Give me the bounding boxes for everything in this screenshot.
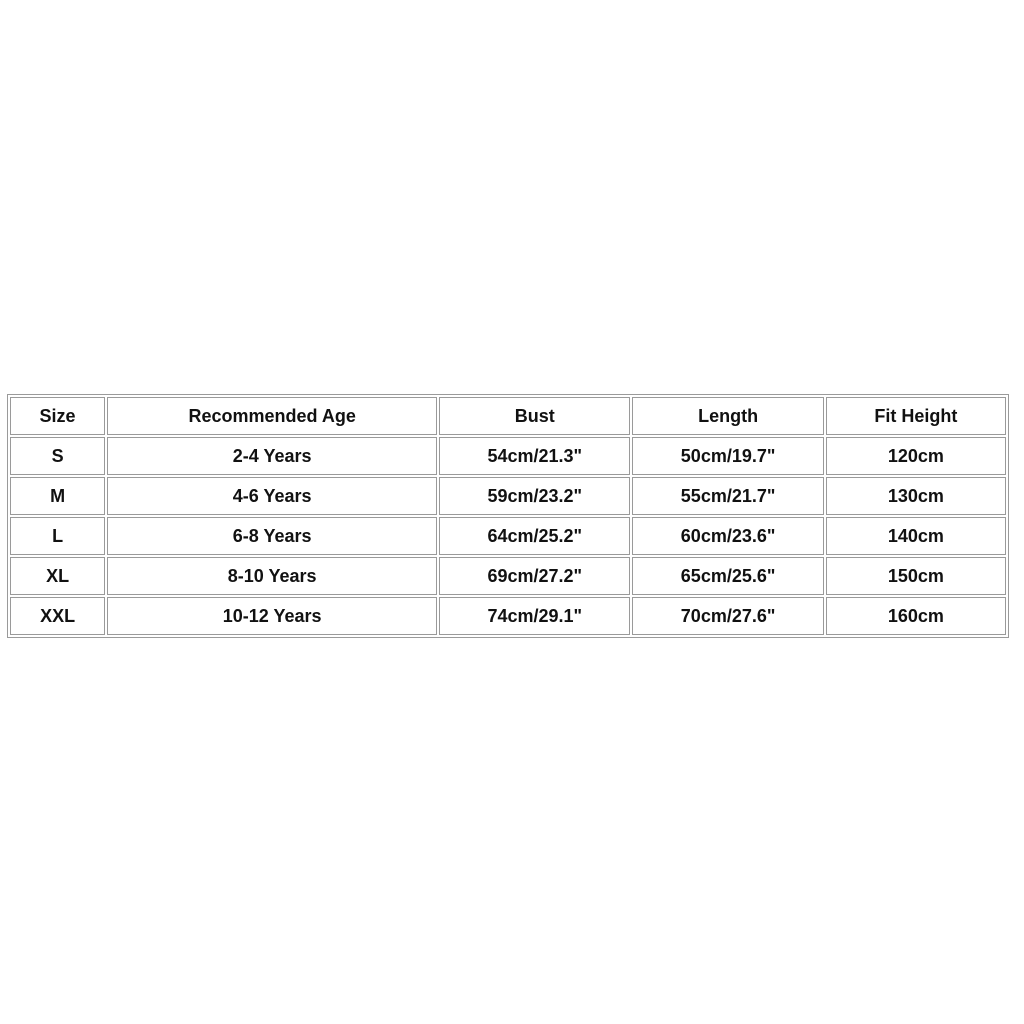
cell-size: S xyxy=(10,437,105,475)
cell-bust: 59cm/23.2" xyxy=(439,477,630,515)
cell-bust: 74cm/29.1" xyxy=(439,597,630,635)
header-row xyxy=(10,397,1006,435)
cell-length: 70cm/27.6" xyxy=(632,597,823,635)
table-row xyxy=(10,597,1006,635)
header-fit-height: Fit Height xyxy=(826,397,1006,435)
cell-fit-height: 130cm xyxy=(826,477,1006,515)
table-row xyxy=(10,477,1006,515)
cell-bust: 69cm/27.2" xyxy=(439,557,630,595)
cell-fit-height: 120cm xyxy=(826,437,1006,475)
header-recommended-age: Recommended Age xyxy=(107,397,437,435)
cell-fit-height: 150cm xyxy=(826,557,1006,595)
table-row xyxy=(10,557,1006,595)
cell-length: 50cm/19.7" xyxy=(632,437,823,475)
cell-length: 60cm/23.6" xyxy=(632,517,823,555)
cell-length: 65cm/25.6" xyxy=(632,557,823,595)
cell-size: XL xyxy=(10,557,105,595)
table-row xyxy=(10,517,1006,555)
cell-recommended-age: 10-12 Years xyxy=(107,597,437,635)
cell-size: M xyxy=(10,477,105,515)
cell-bust: 64cm/25.2" xyxy=(439,517,630,555)
cell-recommended-age: 6-8 Years xyxy=(107,517,437,555)
cell-fit-height: 140cm xyxy=(826,517,1006,555)
header-size: Size xyxy=(10,397,105,435)
cell-recommended-age: 2-4 Years xyxy=(107,437,437,475)
header-bust: Bust xyxy=(439,397,630,435)
table-row xyxy=(10,437,1006,475)
cell-size: XXL xyxy=(10,597,105,635)
cell-size: L xyxy=(10,517,105,555)
cell-recommended-age: 8-10 Years xyxy=(107,557,437,595)
cell-length: 55cm/21.7" xyxy=(632,477,823,515)
cell-recommended-age: 4-6 Years xyxy=(107,477,437,515)
cell-fit-height: 160cm xyxy=(826,597,1006,635)
size-chart-table xyxy=(7,394,1009,638)
header-length: Length xyxy=(632,397,823,435)
cell-bust: 54cm/21.3" xyxy=(439,437,630,475)
